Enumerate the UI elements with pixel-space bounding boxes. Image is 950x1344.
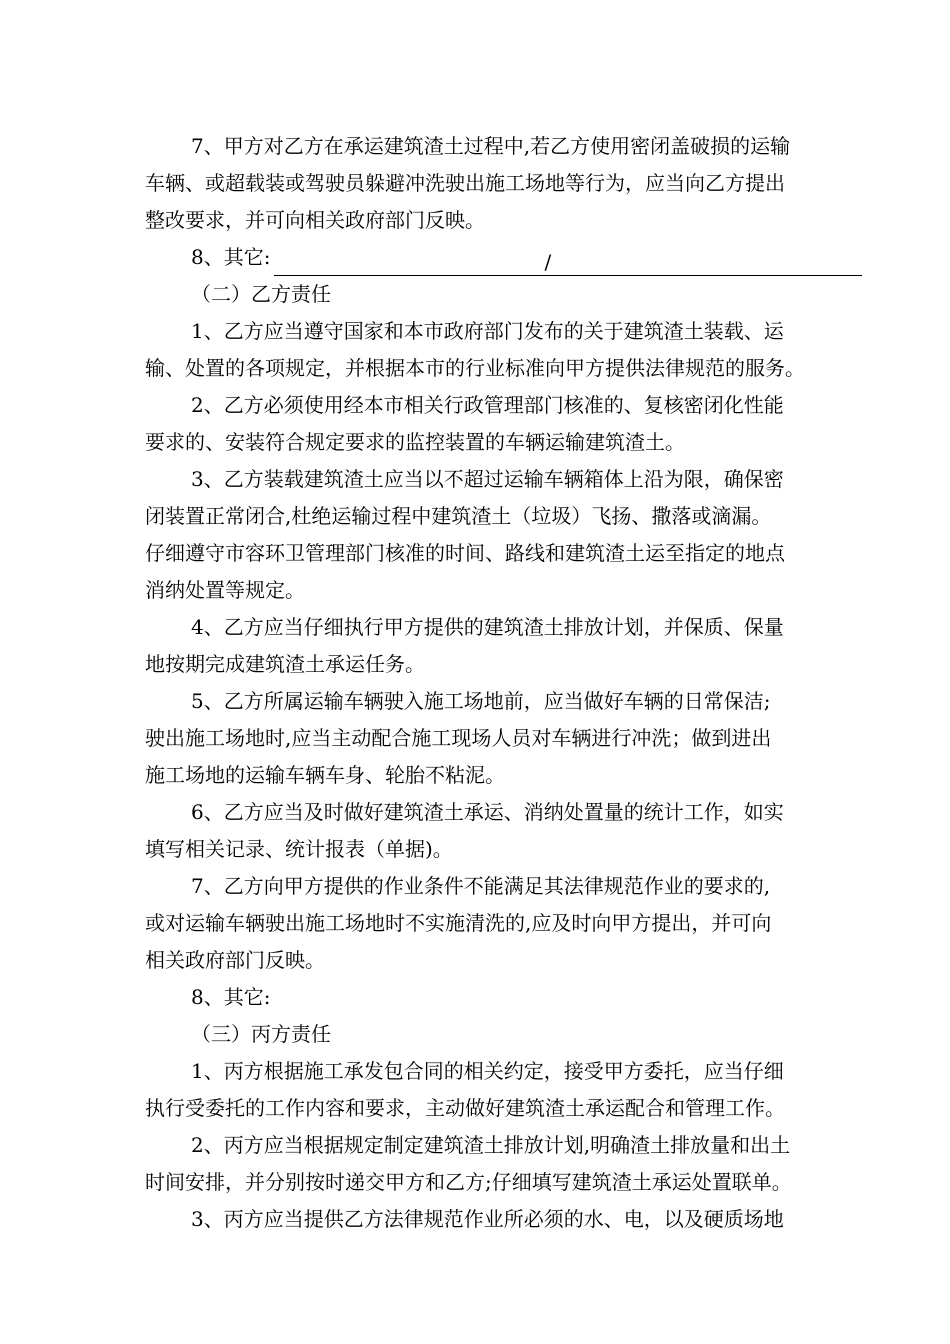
blank-slash: / [544,250,552,274]
paragraph-line: 6、乙方应当及时做好建筑渣土承运、消纳处置量的统计工作，如实 [191,800,784,824]
paragraph-line: 整改要求，并可向相关政府部门反映。 [145,208,485,232]
paragraph-line: 1、乙方应当遵守国家和本市政府部门发布的关于建筑渣土装载、运 [191,319,784,343]
paragraph-line: 7、甲方对乙方在承运建筑渣土过程中,若乙方使用密闭盖破损的运输 [191,134,791,158]
paragraph-line: 1、丙方根据施工承发包合同的相关约定，接受甲方委托，应当仔细 [191,1059,784,1083]
paragraph-line: 7、乙方向甲方提供的作业条件不能满足其法律规范作业的要求的, [191,874,771,898]
paragraph-line: 8、其它: [191,985,271,1009]
paragraph-line: 或对运输车辆驶出施工场地时不实施清洗的,应及时向甲方提出，并可向 [145,911,772,935]
paragraph-line: 4、乙方应当仔细执行甲方提供的建筑渣土排放计划，并保质、保量 [191,615,784,639]
paragraph-line: 仔细遵守市容环卫管理部门核准的时间、路线和建筑渣土运至指定的地点 [145,541,785,565]
paragraph-line: 3、乙方装载建筑渣土应当以不超过运输车辆箱体上沿为限，确保密 [191,467,784,491]
party-b-duties [145,313,862,1016]
paragraph-line: 2、丙方应当根据规定制定建筑渣土排放计划,明确渣土排放量和出土 [191,1133,791,1157]
paragraph-line: 相关政府部门反映。 [145,948,325,972]
paragraph-line: 地按期完成建筑渣土承运任务。 [145,652,425,676]
paragraph-line: 5、乙方所属运输车辆驶入施工场地前，应当做好车辆的日常保洁; [191,689,771,713]
paragraph-line: 执行受委托的工作内容和要求，主动做好建筑渣土承运配合和管理工作。 [145,1096,785,1120]
party-c-duties [145,1053,862,1238]
paragraph-line: 驶出施工场地时,应当主动配合施工现场人员对车辆进行冲洗；做到进出 [145,726,772,750]
fill-in-blank [274,247,862,276]
paragraph-line: 施工场地的运输车辆车身、轮胎不粘泥。 [145,763,505,787]
paragraph-line: 车辆、或超载装或驾驶员躲避冲洗驶出施工场地等行为，应当向乙方提出 [145,171,785,195]
party-a-duties [145,128,862,239]
paragraph-line: 时间安排，并分别按时递交甲方和乙方;仔细填写建筑渣土承运处置联单。 [145,1170,792,1194]
other-clause-label: 8、其它: [191,245,271,269]
paragraph-line: 要求的、安装符合规定要求的监控装置的车辆运输建筑渣土。 [145,430,685,454]
paragraph-line: 填写相关记录、统计报表（单据)。 [145,837,453,861]
section-heading-party-b: （二）乙方责任 [191,282,331,306]
paragraph-line: 消纳处置等规定。 [145,578,305,602]
paragraph-line: 3、丙方应当提供乙方法律规范作业所必须的水、电，以及硬质场地 [191,1207,784,1231]
paragraph-line: 闭装置正常闭合,杜绝运输过程中建筑渣土（垃圾）飞扬、撒落或滴漏。 [145,504,772,528]
other-clause-line [145,239,862,276]
paragraph-line: 输、处置的各项规定，并根据本市的行业标准向甲方提供法律规范的服务。 [145,356,805,380]
paragraph-line: 2、乙方必须使用经本市相关行政管理部门核准的、复核密闭化性能 [191,393,784,417]
section-heading-party-c: （三）丙方责任 [191,1022,331,1046]
